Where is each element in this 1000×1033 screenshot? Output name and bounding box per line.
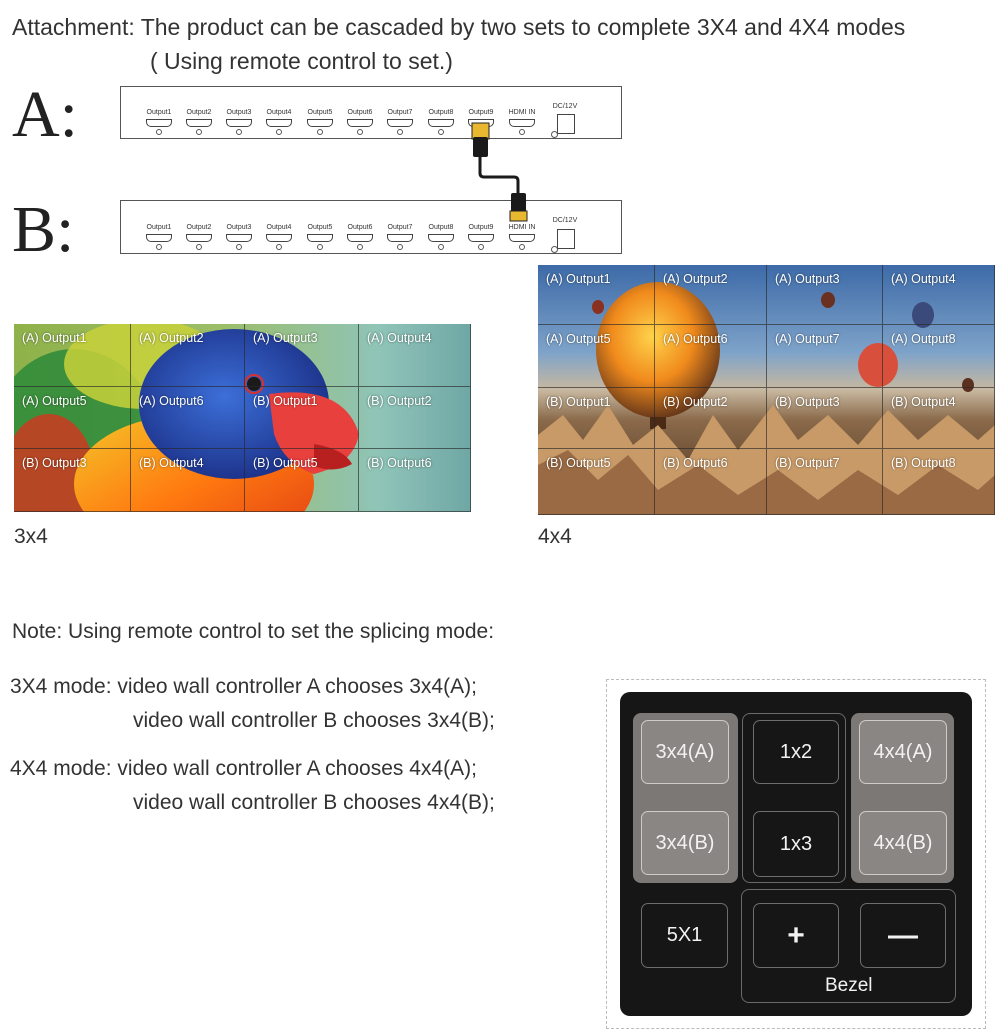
cell-label: (A) Output2 — [139, 331, 204, 345]
port-label: Output5 — [307, 224, 333, 231]
cable-boot-b-icon — [511, 193, 526, 213]
port-label: Output6 — [347, 224, 373, 231]
bezel-label: Bezel — [825, 975, 873, 996]
hdmi-port-icon — [226, 234, 252, 242]
cell-label: (A) Output4 — [367, 331, 432, 345]
cell-label: (B) Output8 — [891, 456, 956, 470]
indicator-icon — [317, 129, 323, 135]
indicator-icon — [478, 244, 484, 250]
wall-4x4-caption: 4x4 — [538, 525, 572, 548]
port-label: Output3 — [226, 109, 252, 116]
port-label: Output1 — [146, 224, 172, 231]
cable-boot-a-icon — [473, 137, 488, 157]
hdmi-port-icon — [509, 234, 535, 242]
wall-cell — [359, 449, 471, 512]
port-label: Output9 — [468, 224, 494, 231]
hdmi-port-icon — [266, 119, 292, 127]
cable-plug-a-icon — [472, 123, 489, 139]
key-5x1[interactable]: 5X1 — [641, 903, 728, 968]
cell-label: (A) Output5 — [22, 394, 87, 408]
key-3x4-b[interactable]: 3x4(B) — [641, 811, 729, 875]
port-label: Output3 — [226, 224, 252, 231]
attachment-subheading: ( Using remote control to set.) — [150, 48, 453, 74]
wall-cell — [883, 265, 995, 325]
wall-cell — [14, 387, 131, 449]
port-b-1 — [141, 224, 177, 250]
wall-cell — [131, 449, 245, 512]
port-label: Output7 — [387, 224, 413, 231]
mode-4x4-line2: video wall controller B chooses 4x4(B); — [133, 791, 495, 814]
port-b-hdmi-in — [504, 224, 540, 250]
cell-label: (A) Output3 — [253, 331, 318, 345]
port-label: Output6 — [347, 109, 373, 116]
port-label: Output1 — [146, 109, 172, 116]
mode-4x4-line1: 4X4 mode: video wall controller A chooses 4x4(A); — [10, 757, 477, 780]
cell-label: (B) Output6 — [367, 456, 432, 470]
hdmi-port-icon — [186, 234, 212, 242]
cell-label: (A) Output1 — [22, 331, 87, 345]
hdmi-port-icon — [307, 234, 333, 242]
hdmi-port-icon — [226, 119, 252, 127]
video-wall-4x4 — [538, 265, 995, 515]
cell-label: (A) Output1 — [546, 272, 611, 286]
indicator-icon — [438, 129, 444, 135]
port-a-2 — [181, 109, 217, 135]
port-label: Output8 — [428, 109, 454, 116]
wall-cell — [14, 449, 131, 512]
wall-cell — [245, 387, 359, 449]
hdmi-port-icon — [387, 119, 413, 127]
indicator-icon — [236, 244, 242, 250]
indicator-icon — [236, 129, 242, 135]
power-jack-icon — [557, 229, 575, 249]
wall-cell — [655, 449, 767, 515]
wall-cell — [359, 324, 471, 387]
cell-label: (B) Output2 — [367, 394, 432, 408]
port-b-4 — [261, 224, 297, 250]
key-1x2[interactable]: 1x2 — [753, 720, 839, 784]
hdmi-port-icon — [347, 234, 373, 242]
indicator-icon — [317, 244, 323, 250]
cell-label: (B) Output1 — [253, 394, 318, 408]
cell-label: (A) Output6 — [139, 394, 204, 408]
wall-cell — [14, 324, 131, 387]
wall-cell — [538, 265, 655, 325]
attachment-heading: Attachment: The product can be cascaded by two sets to complete 3X4 and 4X4 modes — [12, 14, 906, 40]
port-a-7 — [382, 109, 418, 135]
key-4x4-b[interactable]: 4x4(B) — [859, 811, 947, 875]
indicator-icon — [438, 244, 444, 250]
power-a — [547, 103, 583, 110]
bezel-plus-button[interactable]: + — [753, 903, 839, 968]
cell-label: (A) Output4 — [891, 272, 956, 286]
port-a-8 — [423, 109, 459, 135]
controller-a-panel — [120, 86, 622, 139]
indicator-icon — [357, 244, 363, 250]
port-b-6 — [342, 224, 378, 250]
port-label: Output5 — [307, 109, 333, 116]
hdmi-cascade-cable — [460, 115, 540, 225]
hdmi-port-icon — [307, 119, 333, 127]
hdmi-port-icon — [347, 119, 373, 127]
note-title: Note: Using remote control to set the splicing mode: — [12, 620, 495, 643]
port-a-1 — [141, 109, 177, 135]
cell-label: (A) Output6 — [663, 332, 728, 346]
hdmi-port-icon — [387, 234, 413, 242]
hdmi-port-icon — [146, 119, 172, 127]
wall-cell — [883, 449, 995, 515]
port-b-5 — [302, 224, 338, 250]
cable-plug-b-icon — [510, 211, 527, 221]
cable-wire-icon — [480, 157, 518, 193]
wall-cell — [655, 388, 767, 449]
indicator-icon — [276, 129, 282, 135]
cell-label: (A) Output7 — [775, 332, 840, 346]
cell-label: (B) Output6 — [663, 456, 728, 470]
port-b-8 — [423, 224, 459, 250]
port-b-3 — [221, 224, 257, 250]
port-a-6 — [342, 109, 378, 135]
power-label: DC/12V — [552, 103, 578, 110]
wall-cell — [883, 325, 995, 388]
port-label: HDMI IN — [508, 109, 536, 116]
port-a-5 — [302, 109, 338, 135]
cell-label: (B) Output4 — [139, 456, 204, 470]
cell-label: (B) Output5 — [253, 456, 318, 470]
wall-cell — [767, 449, 883, 515]
port-label: Output2 — [186, 109, 212, 116]
port-label: Output2 — [186, 224, 212, 231]
wall-3x4-caption: 3x4 — [14, 525, 48, 548]
wall-cell — [538, 325, 655, 388]
cell-label: (A) Output8 — [891, 332, 956, 346]
video-wall-3x4 — [14, 324, 471, 512]
hdmi-port-icon — [146, 234, 172, 242]
port-a-4 — [261, 109, 297, 135]
hdmi-port-icon — [266, 234, 292, 242]
cell-label: (B) Output5 — [546, 456, 611, 470]
cell-label: (B) Output7 — [775, 456, 840, 470]
wall-cell — [245, 449, 359, 512]
wall-cell — [131, 324, 245, 387]
unit-a-label: A: — [12, 78, 78, 151]
key-3x4-a[interactable]: 3x4(A) — [641, 720, 729, 784]
cell-label: (B) Output3 — [775, 395, 840, 409]
port-label: Output7 — [387, 109, 413, 116]
port-label: Output4 — [266, 109, 292, 116]
cell-label: (B) Output2 — [663, 395, 728, 409]
hdmi-port-icon — [186, 119, 212, 127]
wall-cell — [245, 324, 359, 387]
wall-cell — [655, 325, 767, 388]
cell-label: (A) Output3 — [775, 272, 840, 286]
mode-3x4-line2: video wall controller B chooses 3x4(B); — [133, 709, 495, 732]
controller-b-panel — [120, 200, 622, 254]
port-label: HDMI IN — [508, 224, 536, 231]
power-label: DC/12V — [552, 217, 578, 224]
hdmi-port-icon — [428, 234, 454, 242]
wall-cell — [767, 388, 883, 449]
remote-control — [620, 692, 972, 1016]
cell-label: (B) Output1 — [546, 395, 611, 409]
hdmi-port-icon — [468, 234, 494, 242]
cell-label: (B) Output4 — [891, 395, 956, 409]
indicator-icon — [519, 244, 525, 250]
bezel-minus-button[interactable]: — — [860, 903, 946, 968]
key-4x4-a[interactable]: 4x4(A) — [859, 720, 947, 784]
wall-cell — [767, 265, 883, 325]
indicator-icon — [276, 244, 282, 250]
indicator-icon — [551, 246, 558, 253]
indicator-icon — [397, 129, 403, 135]
port-label: Output4 — [266, 224, 292, 231]
key-1x3[interactable]: 1x3 — [753, 811, 839, 877]
wall-cell — [538, 449, 655, 515]
power-jack-icon — [557, 114, 575, 134]
unit-b-label: B: — [12, 193, 75, 266]
indicator-icon — [551, 131, 558, 138]
port-b-2 — [181, 224, 217, 250]
hdmi-port-icon — [428, 119, 454, 127]
indicator-icon — [397, 244, 403, 250]
cell-label: (A) Output2 — [663, 272, 728, 286]
port-a-3 — [221, 109, 257, 135]
indicator-icon — [196, 129, 202, 135]
power-b — [547, 217, 583, 224]
wall-cell — [883, 388, 995, 449]
wall-cell — [538, 388, 655, 449]
wall-cell — [359, 387, 471, 449]
wall-cell — [655, 265, 767, 325]
indicator-icon — [156, 129, 162, 135]
cell-label: (A) Output5 — [546, 332, 611, 346]
wall-cell — [131, 387, 245, 449]
mode-3x4-line1: 3X4 mode: video wall controller A chooses 3x4(A); — [10, 675, 477, 698]
port-b-9 — [463, 224, 499, 250]
indicator-icon — [357, 129, 363, 135]
port-label: Output8 — [428, 224, 454, 231]
indicator-icon — [196, 244, 202, 250]
wall-cell — [767, 325, 883, 388]
indicator-icon — [156, 244, 162, 250]
port-label: Output9 — [468, 109, 494, 116]
port-b-7 — [382, 224, 418, 250]
cell-label: (B) Output3 — [22, 456, 87, 470]
